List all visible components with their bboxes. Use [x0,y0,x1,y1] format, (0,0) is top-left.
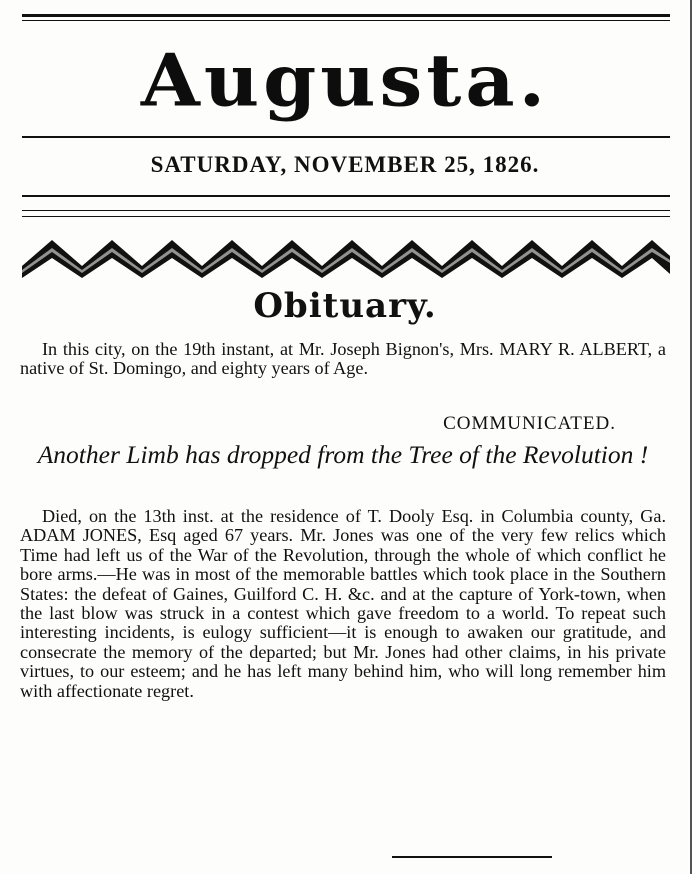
article-headline: Another Limb has dropped from the Tree of the Revolution ! [37,440,649,469]
dateline-rule-top [22,136,670,138]
notice-paragraph: In this city, on the 19th instant, at Mr. Joseph Bignon's, Mrs. MARY R. ALBERT, a native of St. Domingo, and eighty years of Age. [20,339,666,379]
dateline-rule-bottom-2 [22,210,670,211]
dateline-rule-bottom-3 [22,216,670,217]
notice-signature: COMMUNICATED. [443,413,616,434]
bottom-rule [392,856,552,858]
masthead-title: Augusta. [140,38,550,123]
dateline-rule-bottom-1 [22,195,670,197]
dateline: SATURDAY, NOVEMBER 25, 1826. [150,152,540,177]
article-body: Died, on the 13th inst. at the residence of T. Dooly Esq. in Columbia county, Ga. ADAM JONES, Esq aged 67 years. Mr. Jones was one of the very few relics which Time had left us of the War of the Revolution, through the whole of which conflict he bore arms.—He was in most of the memorable battles which took place in the Southern States: the defeat of Gaines, Guilford C. H. &c. and at the capture of York-town, when the last blow was struck in a contest which gave freedom to a world. To repeat such interesting incidents, is eulogy sufficient—it is enough to awaken our gratitude, and consecrate the memory of the departed; but Mr. Jones had other claims, in his private virtues, to our esteem; and he has left many behind him, who will long remember him with affectionate regret. [20,506,666,701]
section-heading: Obituary. [253,286,437,326]
ornamental-border [22,236,670,278]
top-rule-thin [22,20,670,21]
top-rule-thick [22,14,670,17]
